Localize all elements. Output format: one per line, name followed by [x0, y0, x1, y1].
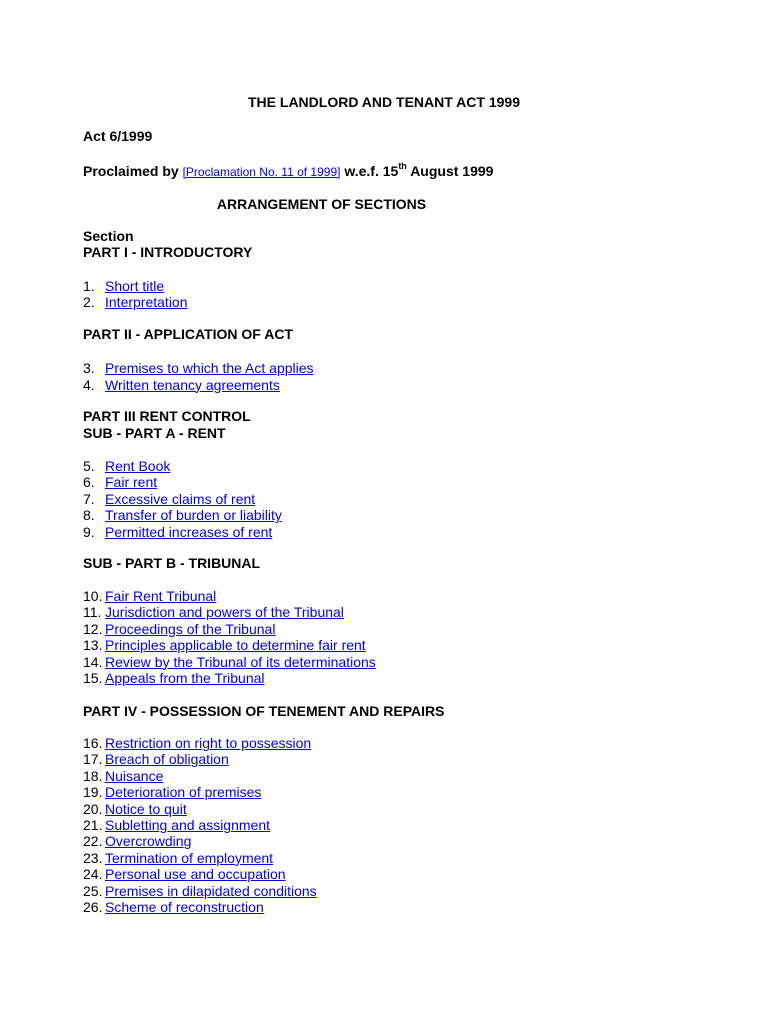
- section-link[interactable]: Excessive claims of rent: [105, 490, 256, 507]
- proclaimed-prefix: Proclaimed by: [83, 163, 179, 179]
- part1-heading: PART I - INTRODUCTORY: [83, 244, 253, 260]
- section-item: [83, 637, 366, 653]
- section-link[interactable]: Fair rent: [105, 474, 158, 491]
- section-number: 25.: [83, 882, 103, 899]
- part2-heading: PART II - APPLICATION OF ACT: [83, 326, 293, 342]
- section-link[interactable]: Rent Book: [105, 458, 171, 474]
- section-item: [83, 850, 273, 866]
- section-number: 24.: [83, 866, 103, 883]
- section-link[interactable]: Review by the Tribunal of its determinations: [105, 653, 376, 670]
- section-number: 5.: [83, 458, 95, 474]
- section-number: 6.: [83, 474, 95, 491]
- proclamation-link[interactable]: [Proclamation No. 11 of 1999]: [182, 165, 341, 179]
- section-number: 23.: [83, 849, 103, 866]
- arrangement-heading: ARRANGEMENT OF SECTIONS: [216, 196, 427, 212]
- section-item: [83, 670, 265, 686]
- section-number: 7.: [83, 490, 95, 507]
- section-number: 2.: [83, 294, 95, 311]
- section-item: [83, 899, 264, 915]
- section-item: [83, 801, 187, 817]
- section-item: [83, 458, 170, 474]
- section-item: [83, 588, 216, 604]
- section-link[interactable]: Jurisdiction and powers of the Tribunal: [105, 604, 344, 621]
- proclamation-line: [83, 163, 493, 180]
- part3-heading: PART III RENT CONTROL: [83, 408, 251, 424]
- section-number: 8.: [83, 507, 95, 524]
- section-number: 13.: [83, 637, 103, 654]
- section-link[interactable]: Notice to quit: [105, 800, 187, 817]
- section-number: 16.: [83, 735, 103, 751]
- section-link[interactable]: Personal use and occupation: [105, 866, 286, 883]
- section-link[interactable]: Proceedings of the Tribunal: [105, 620, 276, 637]
- section-link[interactable]: Overcrowding: [105, 833, 192, 850]
- section-link[interactable]: Subletting and assignment: [105, 817, 270, 833]
- section-link[interactable]: Written tenancy agreements: [105, 376, 280, 393]
- proclaimed-date-pre: w.e.f. 15: [344, 163, 399, 179]
- section-item: [83, 474, 157, 490]
- document-title: THE LANDLORD AND TENANT ACT 1999: [248, 94, 520, 110]
- section-item: [83, 507, 282, 523]
- section-link[interactable]: Transfer of burden or liability: [105, 507, 282, 524]
- section-item: [83, 883, 317, 899]
- section-item: [83, 360, 314, 376]
- section-number: 19.: [83, 784, 103, 801]
- section-label: Section: [83, 228, 134, 244]
- section-number: 10.: [83, 588, 103, 604]
- section-number: 3.: [83, 360, 95, 376]
- section-number: 26.: [83, 899, 103, 915]
- section-link[interactable]: Termination of employment: [105, 849, 274, 866]
- section-link[interactable]: Breach of obligation: [105, 751, 229, 768]
- section-number: 20.: [83, 800, 103, 817]
- section-number: 18.: [83, 767, 103, 784]
- section-number: 12.: [83, 620, 103, 637]
- section-number: 17.: [83, 751, 103, 768]
- part4-heading: PART IV - POSSESSION OF TENEMENT AND REPAIRS: [83, 703, 445, 719]
- proclaimed-date-sup: th: [398, 161, 407, 172]
- section-item: [83, 294, 188, 310]
- section-item: [83, 866, 286, 882]
- section-link[interactable]: Appeals from the Tribunal: [105, 670, 265, 686]
- section-link[interactable]: Permitted increases of rent: [105, 523, 273, 540]
- section-item: [83, 768, 163, 784]
- section-item: [83, 524, 272, 540]
- subpart-b-heading: SUB - PART B - TRIBUNAL: [83, 555, 261, 571]
- section-item: [83, 377, 280, 393]
- section-link[interactable]: Restriction on right to possession: [105, 735, 312, 751]
- act-number: Act 6/1999: [83, 128, 153, 144]
- proclaimed-date-post: August 1999: [410, 163, 494, 179]
- section-link[interactable]: Principles applicable to determine fair rent: [105, 637, 366, 654]
- section-link[interactable]: Interpretation: [105, 294, 188, 311]
- section-item: [83, 278, 164, 294]
- section-link[interactable]: Fair Rent Tribunal: [105, 588, 217, 604]
- section-item: [83, 654, 376, 670]
- section-item: [83, 833, 191, 849]
- section-link[interactable]: Deterioration of premises: [105, 784, 262, 801]
- section-item: [83, 784, 261, 800]
- section-item: [83, 491, 255, 507]
- section-number: 22.: [83, 833, 103, 850]
- section-number: 14.: [83, 653, 103, 670]
- section-number: 15.: [83, 670, 103, 686]
- section-number: 4.: [83, 376, 95, 393]
- section-number: 1.: [83, 278, 95, 294]
- section-link[interactable]: Scheme of reconstruction: [105, 899, 264, 915]
- section-item: [83, 621, 275, 637]
- section-link[interactable]: Premises to which the Act applies: [105, 360, 314, 376]
- section-number: 21.: [83, 817, 103, 833]
- section-number: 11.: [83, 604, 102, 621]
- section-item: [83, 751, 229, 767]
- subpart-a-heading: SUB - PART A - RENT: [83, 425, 226, 441]
- proclaimed-date: [344, 163, 493, 179]
- section-link[interactable]: Short title: [105, 278, 165, 294]
- section-item: [83, 735, 311, 751]
- section-item: [83, 604, 344, 620]
- section-link[interactable]: Premises in dilapidated conditions: [105, 882, 317, 899]
- section-number: 9.: [83, 523, 95, 540]
- section-link[interactable]: Nuisance: [105, 767, 164, 784]
- section-item: [83, 817, 270, 833]
